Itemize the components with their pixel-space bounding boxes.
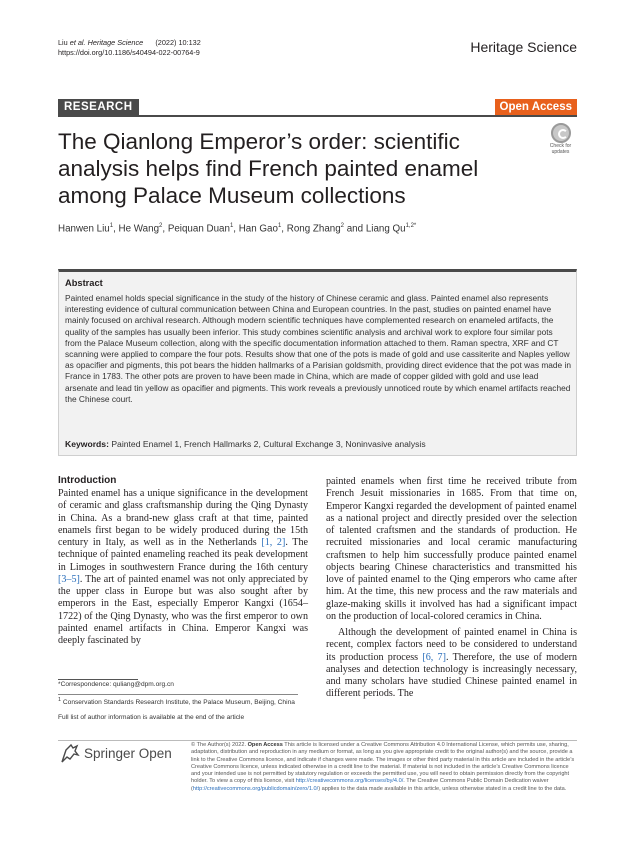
text-run: Painted enamel has a unique significance in the development of ceramic and glass craftsmanship during the Qing Dynasty in China. As a brand-new glass craft at that time, painted enamels first began to be widely produced during the 15th century in Italy, as well as in the Netherlands: [58, 488, 308, 548]
license-text: [191, 742, 577, 793]
affiliation-number: 1: [58, 697, 62, 703]
open-access-badge: Open Access: [495, 99, 577, 115]
author-separator: and: [344, 223, 366, 235]
check-updates-icon: [551, 123, 571, 143]
check-updates-line1: Check for: [549, 143, 572, 149]
author-name[interactable]: Rong Zhang: [286, 223, 341, 235]
text-run: Although the development of painted enamel in China is recent, complex factors need to be considered to understand its production process: [326, 627, 577, 663]
check-updates-line2: updates: [551, 148, 570, 155]
author-affiliation: 2: [159, 223, 163, 229]
license-lead: © The Author(s) 2022.: [191, 742, 248, 748]
author-separator: ,: [113, 223, 119, 235]
citation-link[interactable]: [3–5]: [58, 573, 80, 585]
author-name[interactable]: Liang Qu: [365, 223, 406, 235]
paragraph: [58, 488, 308, 647]
introduction-heading: Introduction: [58, 475, 117, 486]
body-column-left: [58, 488, 308, 647]
license-body: This article is licensed under a Creative Commons Attribution 4.0 International License, which permits use, sharing, adaptation, distribution and reproduction in any medium or format, as long as you give appropriate credit to the original author(s) and the source, provide a link to the Creative Commons licence, and indicate if changes were made. The images or other third party material in this article are included in the article’s Creative Commons licence, unless indicated otherwise in a credit line to the material. If material is not included in the article’s Creative Commons licence and your intended use is not permitted by statutory regulation or exceeds the permitted use, you will need to obtain permission directly from the copyright holder. To view a copy of this licence, visit: [191, 742, 575, 785]
publisher-logo-text: Springer Open: [84, 746, 172, 761]
citation-year: (2022) 10:132: [155, 38, 201, 47]
author-affiliation: 1: [109, 223, 114, 229]
keywords-label: Keywords:: [65, 439, 109, 449]
public-domain-link[interactable]: http://creativecommons.org/publicdomain/zero/1.0/: [192, 785, 319, 792]
doi-link[interactable]: https://doi.org/10.1186/s40494-022-00764-9: [58, 48, 200, 57]
license-open-access: Open Access: [247, 742, 283, 748]
paragraph: painted enamels when first time he received tribute from French Jesuit missionaries in 1685. From that time on, Emperor Kangxi regarded the development of painted enamel as a national project and directly presided over the selection of talented craftsmen and the standards of production. He recruited missionaries and local ceramic manufacturing craftsmen to help him successfully produce painted enamel objects bearing Chinese characteristics and transmitted his love of painted enamel to the Qing emperors who came after him. At the time, this new process and the raw materials and glaze-making skills it involved has had a significant impact on the production of local-colored ceramics in China.: [326, 476, 577, 622]
correspondence-note[interactable]: *Correspondence: quliang@dpm.org.cn: [58, 681, 174, 688]
bottom-rule: [58, 740, 577, 741]
research-label: RESEARCH: [58, 99, 139, 115]
author-affiliation: 1,2*: [405, 223, 417, 229]
author-separator: ,: [162, 223, 168, 235]
citation-authors: Liu: [58, 38, 70, 47]
citation-link[interactable]: [6, 7]: [422, 651, 446, 663]
license-body-2: . The Creative Commons Public Domain Dedication waiver (: [191, 778, 549, 792]
keywords-list: Painted Enamel 1, French Hallmarks 2, Cultural Exchange 3, Noninvasive analysis: [111, 439, 426, 449]
journal-name: Heritage Science: [470, 39, 577, 55]
author-name[interactable]: Peiquan Duan: [167, 223, 230, 235]
springer-horse-icon: [58, 742, 82, 764]
citation: [58, 38, 201, 58]
license-link[interactable]: http://creativecommons.org/licenses/by/4.0/: [295, 778, 404, 785]
text-run: . The art of painted enamel was not only appreciated by the upper class in Europe but was also sought after by emperors in the East, especially Emperor Kangxi (1654–1722) of the Qing Dynasty, who was the first emperor to own painted enamel artifacts in China. Emperor Kangxi was deeply fascinated by: [58, 573, 308, 646]
article-title: The Qianlong Emperor’s order: scientific analysis helps find French painted enamel among Palace Museum collections: [58, 129, 479, 208]
citation-link[interactable]: [1, 2]: [261, 537, 286, 548]
citation-journal: et al. Heritage Science: [69, 38, 144, 47]
check-for-updates-button[interactable]: [544, 123, 577, 155]
paragraph: [326, 627, 577, 701]
author-list: [58, 223, 416, 234]
abstract-text: Painted enamel holds special significance in the study of the history of Chinese ceramic and glass. Painted enamel also represents interesting evidence of cultural communication between China and European countries. In the past, studies on painted enamel have mainly focused on archival research. Although modern scientific techniques have complemented research on enameled artifacts, the quality of the samples has usually been inferior. This study combines scientific analysis and archival work to explore four similar pots from the Palace Museum collection, along with the specific documentation information attached to them. Raman spectra, XRF and CT scanning were applied to compare the four pots. Results show that one of the pots is made of gold and use cassiterite and Naples yellow as opacifier and pigments, this pot bears the hidden hallmarks of a Parisian goldsmith, providing direct evidence that the pot was made in France in 1783. The other pots are proven to have been made in China, which are made of copper gilded with gold and use lead arsenate and lead tin yellow as opacifier and pigments. This work reveals a previously unnoticed route by which enamel artifacts reached the Chinese court.: [65, 293, 572, 404]
abstract-heading: Abstract: [65, 278, 103, 288]
author-affiliation: 1: [229, 223, 234, 229]
body-column-right: [326, 476, 577, 701]
author-separator: ,: [233, 223, 239, 235]
license-body-3: ) applies to the data made available in this article, unless otherwise stated in a credit line to the data.: [318, 785, 567, 792]
author-name[interactable]: Han Gao: [238, 223, 278, 235]
author-separator: ,: [281, 223, 287, 235]
author-name[interactable]: Hanwen Liu: [58, 223, 110, 235]
full-list-note: Full list of author information is available at the end of the article: [58, 714, 245, 721]
author-name[interactable]: He Wang: [118, 223, 160, 235]
text-run: . The technique of painted enameling reached its peak development in Limoges in southwestern France during the 16th century: [58, 537, 308, 573]
author-affiliation: 2: [340, 223, 345, 229]
keywords: [65, 439, 571, 449]
affiliation-text: Conservation Standards Research Institute, the Palace Museum, Beijing, China: [61, 699, 295, 707]
affiliation-note: [58, 694, 298, 707]
footnote-rule: [58, 679, 138, 680]
author-affiliation: 1: [277, 223, 282, 229]
text-run: . Therefore, the use of modern analyses and detection technology is increasingly necessary, and many scholars have studied Chinese painted enamel in different periods. The: [326, 651, 577, 700]
